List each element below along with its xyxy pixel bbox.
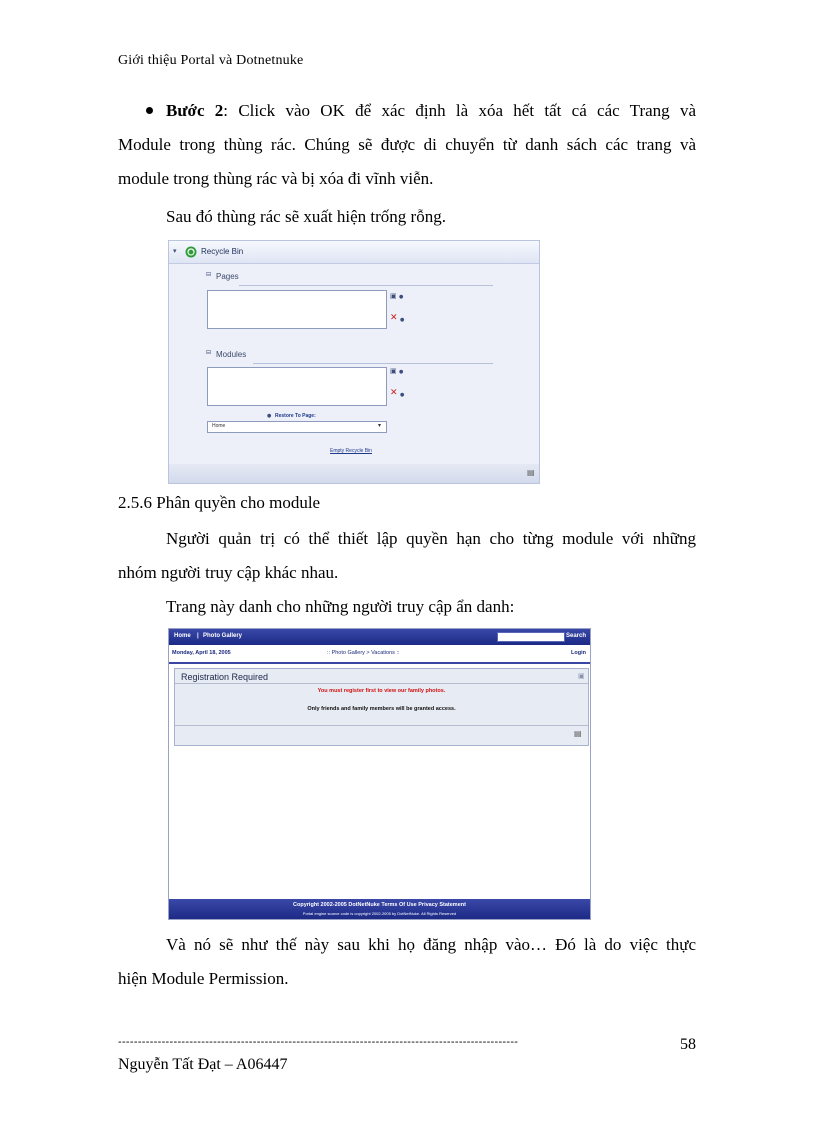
collapse-icon[interactable]: ▾ bbox=[173, 247, 177, 255]
after-empty-text: Sau đó thùng rác sẽ xuất hiện trống rỗng. bbox=[166, 207, 446, 226]
bullet-icon bbox=[146, 107, 153, 114]
modules-label: Modules bbox=[216, 350, 247, 359]
section-heading: 2.5.6 Phân quyền cho module bbox=[118, 493, 321, 512]
portal-date: Monday, April 18, 2005 bbox=[172, 650, 231, 656]
minimize-icon[interactable]: ▣ bbox=[578, 672, 585, 680]
delete-page-icon[interactable]: ✕ bbox=[390, 313, 398, 323]
para1-line2: nhóm người truy cập khác nhau. bbox=[118, 563, 339, 582]
nav-separator: | bbox=[197, 633, 199, 639]
register-warning: You must register first to view our family photos. bbox=[317, 688, 446, 694]
delete-module-icon[interactable]: ✕ bbox=[390, 388, 398, 398]
footer-author: Nguyễn Tất Đạt – A06447 bbox=[118, 1056, 288, 1073]
access-note: Only friends and family members will be granted access. bbox=[307, 706, 456, 712]
panel-title: Registration Required bbox=[181, 672, 269, 682]
print-icon[interactable]: ▤ bbox=[574, 729, 582, 738]
para3-line2: hiện Module Permission. bbox=[118, 969, 289, 988]
help-icon: ● bbox=[267, 413, 272, 419]
para2-text: Trang này danh cho những người truy cập ẩn danh: bbox=[166, 597, 515, 616]
help-icon[interactable]: ● bbox=[399, 369, 404, 375]
restore-page-icon[interactable]: ▣ bbox=[390, 292, 397, 300]
portal-footer bbox=[169, 899, 590, 919]
portal-nav-bar bbox=[169, 629, 590, 645]
modules-toggle-icon[interactable]: ⊟ bbox=[206, 349, 212, 356]
search-button[interactable]: Search bbox=[566, 633, 587, 639]
pages-label: Pages bbox=[216, 272, 239, 281]
print-icon[interactable]: ▤ bbox=[527, 468, 535, 477]
modules-divider bbox=[253, 363, 493, 364]
portal-breadcrumb[interactable]: :: Photo Gallery > Vacations :: bbox=[327, 650, 400, 656]
pages-toggle-icon[interactable]: ⊟ bbox=[206, 271, 212, 278]
modules-listbox[interactable] bbox=[207, 367, 387, 406]
step2-line1 bbox=[166, 94, 696, 128]
restore-page-select[interactable] bbox=[207, 421, 387, 433]
nav-gallery-link[interactable]: Photo Gallery bbox=[203, 633, 243, 639]
portal-screenshot bbox=[168, 628, 591, 920]
nav-home-link[interactable]: Home bbox=[174, 633, 191, 639]
login-link[interactable]: Login bbox=[571, 650, 586, 656]
step2-line3: module trong thùng rác và bị xóa đi vĩnh viễn. bbox=[118, 169, 434, 188]
para3-line1: Và nó sẽ như thế này sau khi họ đăng nhập vào… Đó là do việc thực bbox=[166, 935, 696, 954]
footer-small-text: Portal engine source code is copyright 2002-2005 by DotNetNuke. All Rights Reserved bbox=[302, 911, 457, 916]
registration-panel bbox=[174, 668, 589, 746]
footer-rule: ----------------------------------------------------------------------------------------------------- bbox=[118, 1036, 519, 1048]
recycle-icon bbox=[185, 246, 197, 258]
step2-line1-text: : Click vào OK để xác định là xóa hết tất cá các Trang và bbox=[223, 101, 696, 120]
help-icon[interactable]: ● bbox=[400, 317, 405, 323]
copyright-text[interactable]: Copyright 2002-2005 DotNetNuke Terms Of Use Privacy Statement bbox=[293, 902, 466, 908]
portal-subheader bbox=[169, 645, 590, 664]
recycle-bin-screenshot bbox=[168, 240, 540, 484]
para1-line1: Người quản trị có thể thiết lập quyền hạn cho từng module với những bbox=[166, 529, 696, 548]
restore-label: Restore To Page: bbox=[275, 413, 316, 419]
panel-divider bbox=[175, 683, 588, 684]
empty-recycle-bin-link[interactable]: Empty Recycle Bin bbox=[330, 448, 372, 454]
recycle-bin-footer bbox=[169, 464, 539, 483]
restore-module-icon[interactable]: ▣ bbox=[390, 367, 397, 375]
recycle-bin-title: Recycle Bin bbox=[201, 247, 244, 256]
step2-label: Bước 2 bbox=[166, 101, 224, 120]
page-number: 58 bbox=[680, 1036, 696, 1053]
search-input[interactable] bbox=[497, 632, 565, 642]
panel-divider bbox=[175, 725, 588, 726]
chevron-down-icon[interactable]: ▾ bbox=[378, 423, 382, 429]
help-icon[interactable]: ● bbox=[399, 294, 404, 300]
step2-line2: Module trong thùng rác. Chúng sẽ được di chuyển từ danh sách các trang và bbox=[118, 135, 696, 154]
document-header: Giới thiệu Portal và Dotnetnuke bbox=[118, 53, 304, 68]
pages-divider bbox=[239, 285, 493, 286]
restore-page-value: Home bbox=[212, 423, 226, 429]
help-icon[interactable]: ● bbox=[400, 392, 405, 398]
pages-listbox[interactable] bbox=[207, 290, 387, 329]
recycle-bin-titlebar bbox=[169, 241, 539, 264]
